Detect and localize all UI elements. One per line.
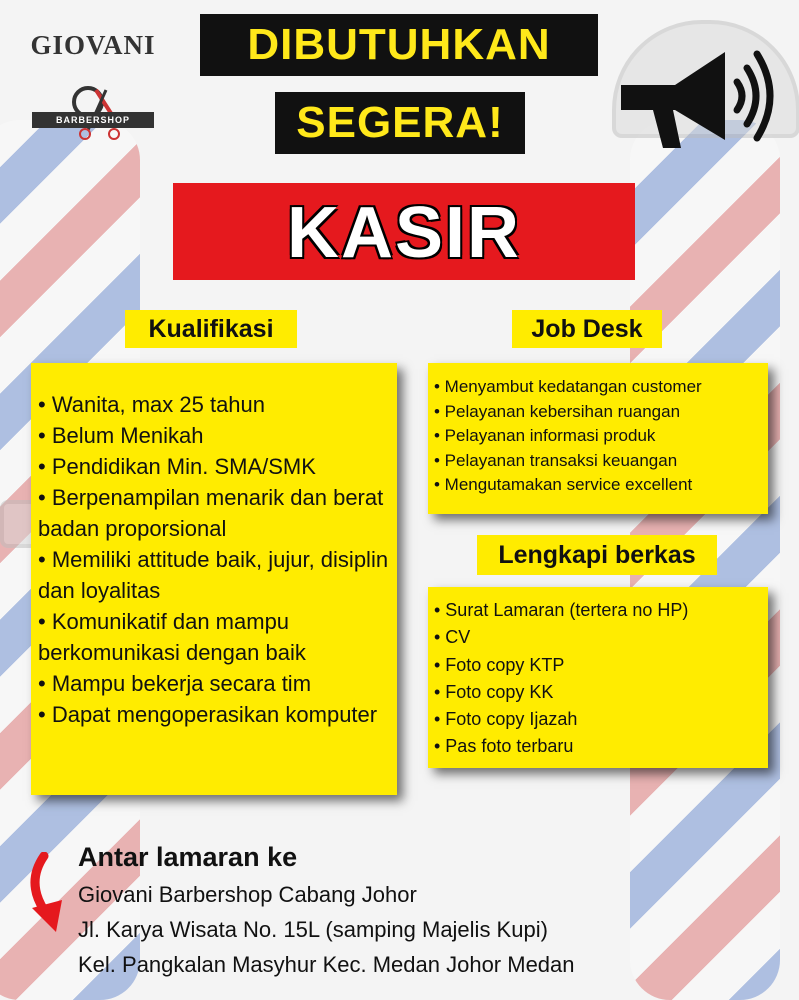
logo-ribbon: BARBERSHOP [32,112,154,128]
curved-arrow-icon [22,852,84,936]
berkas-title: Lengkapi berkas [477,535,717,575]
logo-name: GIOVANI [30,30,156,60]
list-item: • Menyambut kedatangan customer [434,377,702,396]
list-item: • Berpenampilan menarik dan berat badan proporsional [38,485,384,541]
list-item: • Memiliki attitude baik, jujur, disiplin dan loyalitas [38,547,389,603]
address-line-2: Jl. Karya Wisata No. 15L (samping Majelis Kupi) [78,917,548,942]
list-item: • Surat Lamaran (tertera no HP) [434,600,689,620]
list-item: • Pelayanan informasi produk [434,426,656,445]
list-item: • Belum Menikah [38,423,204,448]
list-item: • Foto copy KTP [434,654,565,675]
address-line-3: Kel. Pangkalan Masyhur Kec. Medan Johor Medan [78,952,575,977]
giovani-logo [18,30,168,140]
headline-line-2: SEGERA! [275,92,525,154]
address-line-1: Giovani Barbershop Cabang Johor [78,882,417,907]
list-item: • Pelayanan transaksi keuangan [434,450,678,470]
apply-heading: Antar lamaran ke [78,842,298,872]
kualifikasi-list [38,389,393,730]
list-item: • Foto copy KK [434,681,554,702]
headline-line-1: DIBUTUHKAN [200,14,598,76]
list-item: • CV [434,627,471,648]
job-position: KASIR [173,183,635,280]
list-item: • Mengutamakan service excellent [434,475,693,494]
jobdesk-box [428,363,768,514]
megaphone-icon [615,30,775,160]
list-item: • Komunikatif dan mampu berkomunikasi dengan baik [38,609,306,665]
list-item: • Pendidikan Min. SMA/SMK [38,454,316,479]
list-item: • Dapat mengoperasikan komputer [38,702,378,727]
list-item: • Wanita, max 25 tahun [38,392,266,417]
kualifikasi-title: Kualifikasi [125,310,297,348]
jobdesk-title: Job Desk [512,310,662,348]
berkas-box [428,587,768,768]
list-item: • Mampu bekerja secara tim [38,671,312,696]
kualifikasi-box [31,363,397,795]
list-item: • Foto copy Ijazah [434,709,578,730]
list-item: • Pas foto terbaru [434,736,574,757]
list-item: • Pelayanan kebersihan ruangan [434,401,681,421]
berkas-list [434,597,766,761]
jobdesk-list [434,375,766,498]
